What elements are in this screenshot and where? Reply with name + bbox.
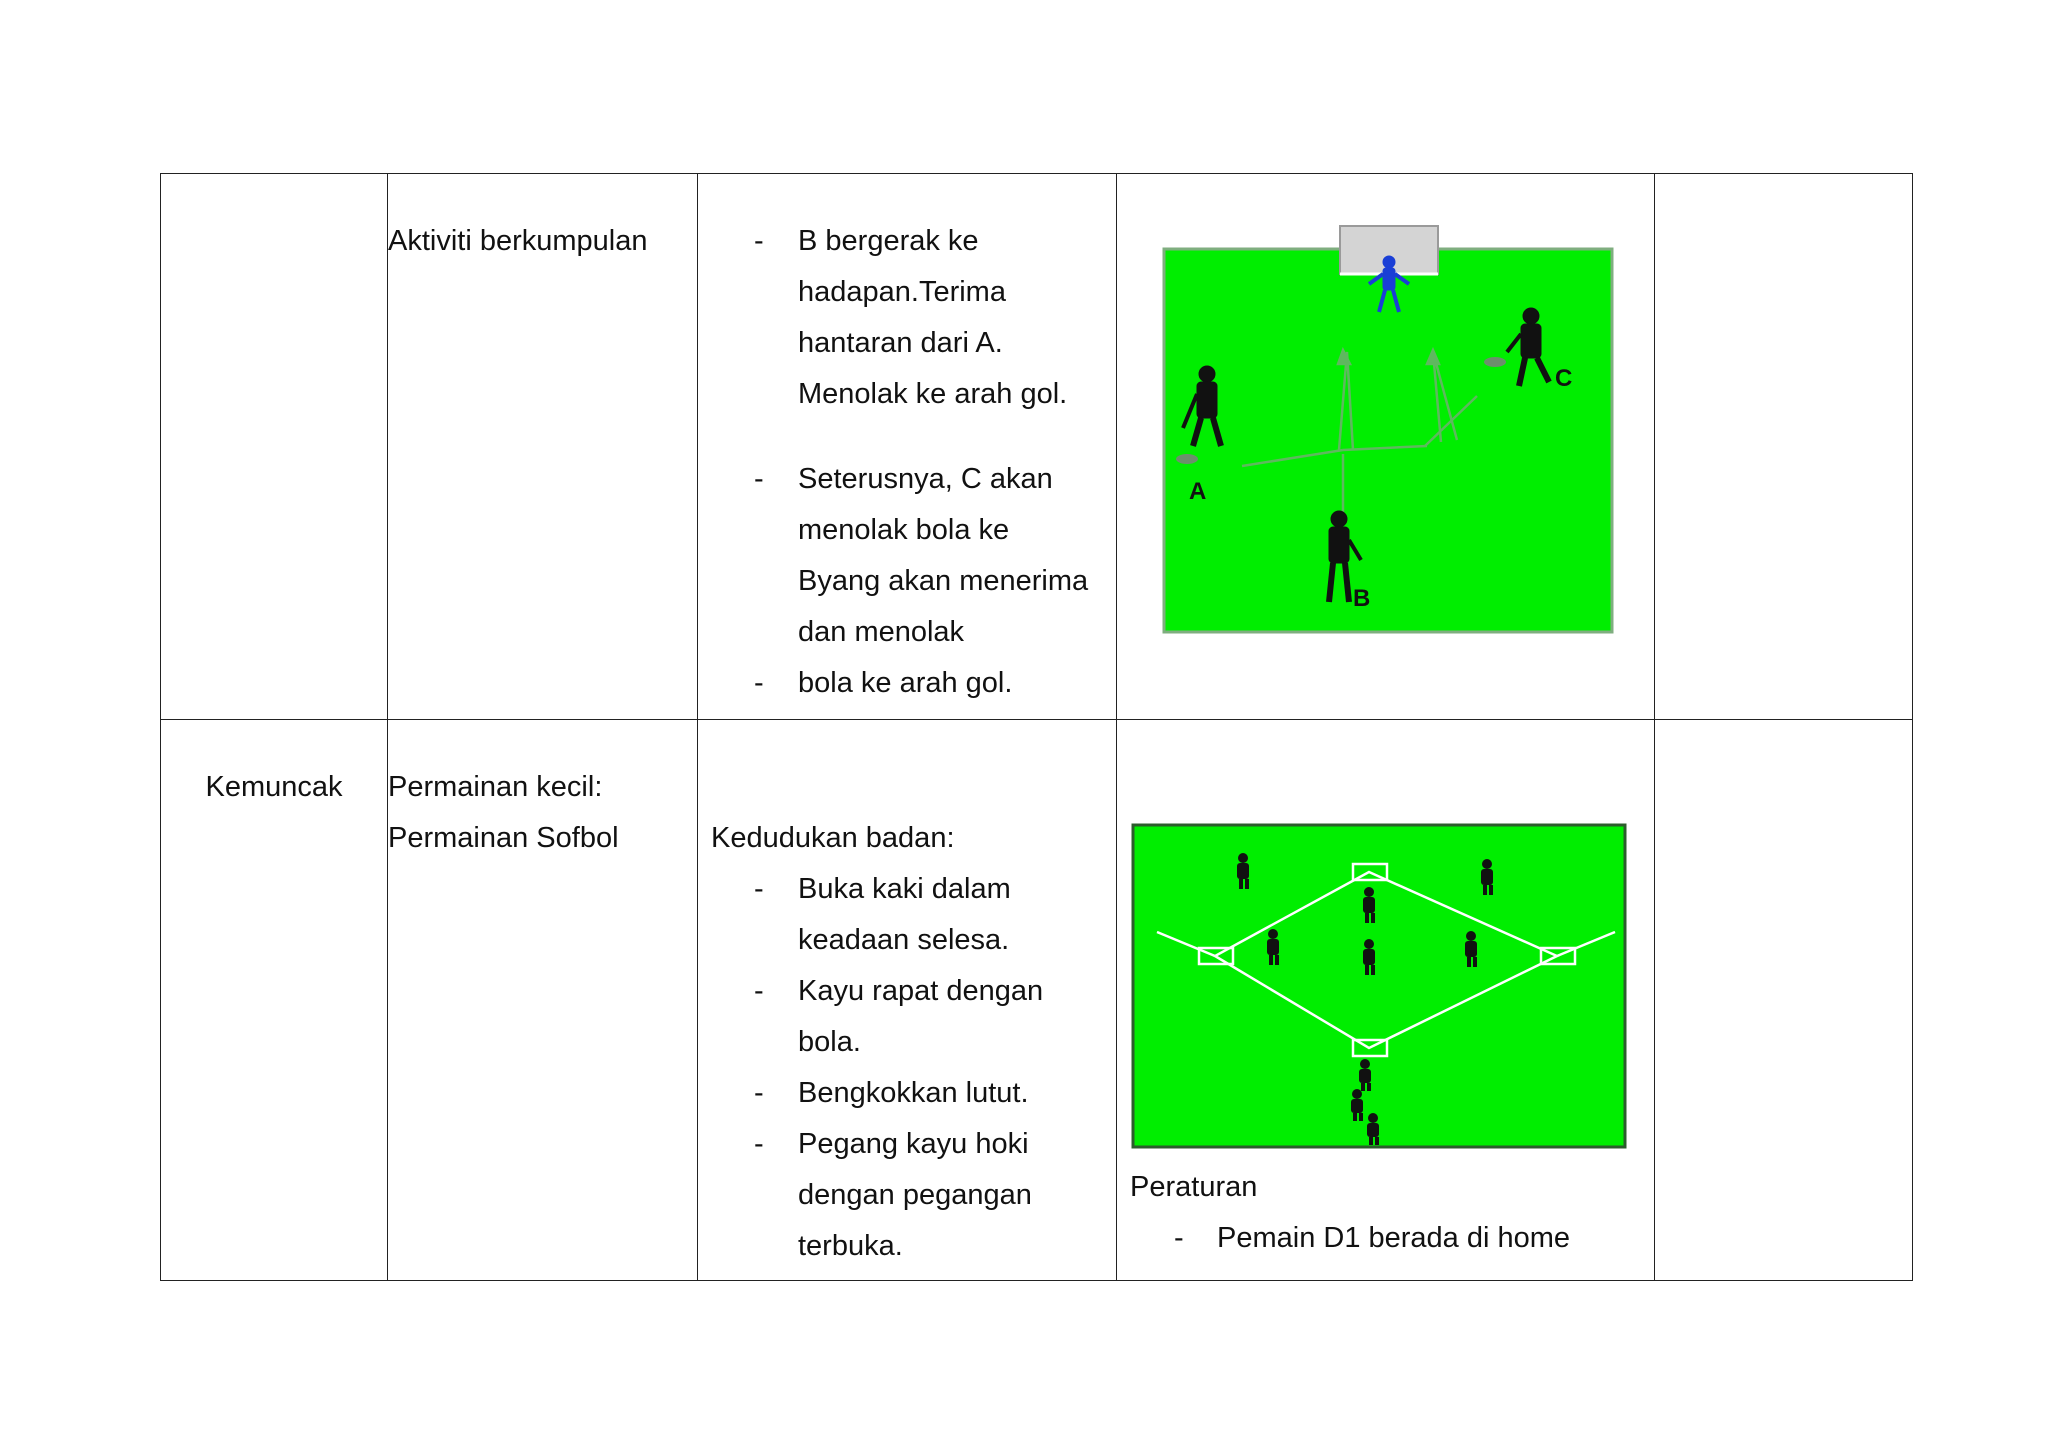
phase-cell	[161, 720, 388, 1281]
activity-cell	[388, 174, 698, 720]
technique-line: Buka kaki dalam	[798, 873, 1011, 905]
technique-cell	[698, 720, 1117, 1281]
bullet-dash: -	[754, 1128, 764, 1160]
bullet-dash: -	[754, 873, 764, 905]
spacer	[698, 420, 1116, 454]
activity-cell	[388, 720, 698, 1281]
step-line: menolak bola ke	[798, 514, 1010, 546]
table-row	[161, 174, 1913, 720]
rules-list	[1117, 1213, 1654, 1264]
diagram-cell	[1117, 174, 1655, 720]
step-line: Byang akan menerima	[798, 565, 1089, 597]
field-rect	[1133, 825, 1625, 1147]
bullet-dash: -	[754, 975, 764, 1007]
list-item	[698, 966, 1116, 1068]
steps-list	[698, 216, 1116, 709]
bullet-dash: -	[754, 463, 764, 495]
steps-cell	[698, 174, 1117, 720]
technique-line: Pegang kayu hoki	[798, 1128, 1029, 1160]
list-item	[698, 1119, 1116, 1272]
bullet-dash: -	[754, 1077, 764, 1109]
player-a-label: A	[1189, 478, 1207, 505]
notes-cell	[1655, 720, 1913, 1281]
bullet-dash: -	[1174, 1222, 1184, 1254]
list-item	[698, 658, 1116, 709]
step-line: B bergerak ke	[798, 225, 979, 257]
list-item	[698, 454, 1116, 658]
step-line: Menolak ke arah gol.	[798, 378, 1068, 410]
player-b-label: B	[1353, 585, 1371, 612]
diagram-rules-cell	[1117, 720, 1655, 1281]
softball-field-diagram	[1117, 720, 1655, 1162]
step-line: bola ke arah gol.	[798, 667, 1013, 699]
list-item	[698, 1068, 1116, 1119]
technique-line: keadaan selesa.	[798, 924, 1010, 956]
list-item	[698, 864, 1116, 966]
activity-label: Aktiviti berkumpulan	[388, 225, 648, 257]
bullet-dash: -	[754, 667, 764, 699]
step-line: dan menolak	[798, 616, 965, 648]
technique-line: terbuka.	[798, 1230, 903, 1262]
technique-line: dengan pegangan	[798, 1179, 1032, 1211]
field-rect	[1164, 249, 1612, 632]
phase-cell	[161, 174, 388, 720]
list-item	[1117, 1213, 1654, 1264]
rules-title: Peraturan	[1130, 1171, 1258, 1203]
step-line: hantaran dari A.	[798, 327, 1003, 359]
activity-line: Permainan kecil:	[388, 771, 603, 803]
technique-line: bola.	[798, 1026, 861, 1058]
list-item	[698, 216, 1116, 420]
rule-line: Pemain D1 berada di home	[1217, 1222, 1571, 1254]
player-c-label: C	[1555, 365, 1573, 392]
table-row	[161, 720, 1913, 1281]
lesson-plan-table	[160, 173, 1913, 1281]
step-line: Seterusnya, C akan	[798, 463, 1053, 495]
technique-line: Bengkokkan lutut.	[798, 1077, 1029, 1109]
notes-cell	[1655, 174, 1913, 720]
bullet-dash: -	[754, 225, 764, 257]
technique-title: Kedudukan badan:	[711, 822, 955, 854]
activity-line: Permainan Sofbol	[388, 822, 619, 854]
step-line: hadapan.Terima	[798, 276, 1006, 308]
phase-label: Kemuncak	[205, 771, 343, 803]
technique-list	[698, 864, 1116, 1272]
hockey-drill-diagram	[1117, 174, 1655, 719]
technique-line: Kayu rapat dengan	[798, 975, 1044, 1007]
